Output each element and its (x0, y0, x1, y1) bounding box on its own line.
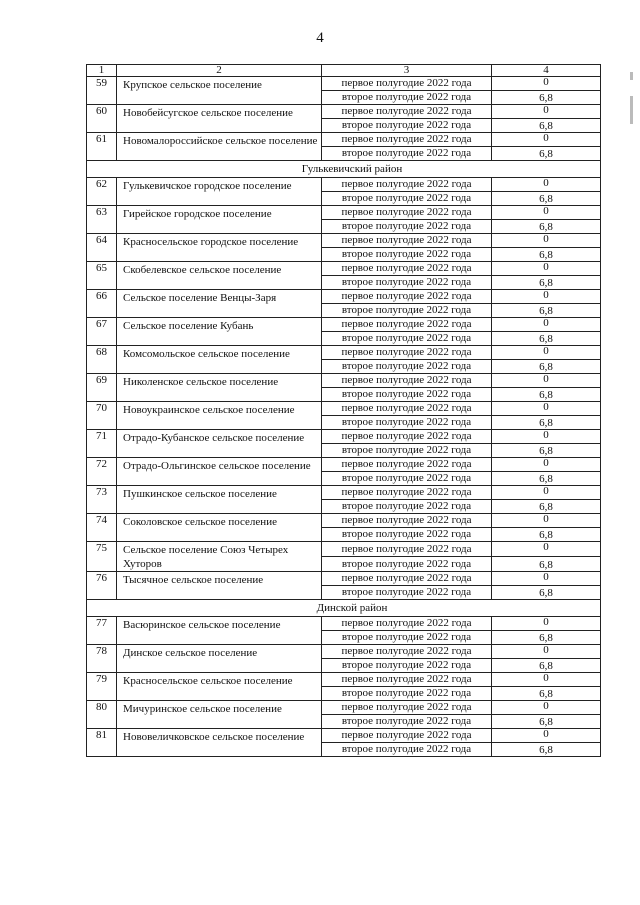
value-cell: 6,8 (492, 743, 601, 757)
value-cell: 6,8 (492, 557, 601, 572)
period-cell: второе полугодие 2022 года (322, 360, 492, 374)
period-cell: второе полугодие 2022 года (322, 631, 492, 645)
table-row (87, 617, 601, 631)
table-row (87, 572, 601, 586)
value-cell: 6,8 (492, 332, 601, 346)
row-number: 70 (87, 402, 117, 430)
scan-edge-mark (630, 72, 633, 80)
table-row (87, 729, 601, 743)
settlement-name: Нововеличковское сельское поселение (117, 729, 322, 757)
row-number: 64 (87, 234, 117, 262)
value-cell: 0 (492, 542, 601, 557)
value-cell: 6,8 (492, 500, 601, 514)
settlement-name: Пушкинское сельское поселение (117, 486, 322, 514)
table-row (87, 673, 601, 687)
period-cell: первое полугодие 2022 года (322, 701, 492, 715)
row-number: 79 (87, 673, 117, 701)
table-row (87, 77, 601, 91)
period-cell: второе полугодие 2022 года (322, 192, 492, 206)
period-cell: первое полугодие 2022 года (322, 374, 492, 388)
table-row (87, 133, 601, 147)
table-row (87, 645, 601, 659)
value-cell: 0 (492, 262, 601, 276)
table-row (87, 701, 601, 715)
settlement-name: Соколовское сельское поселение (117, 514, 322, 542)
value-cell: 6,8 (492, 147, 601, 161)
period-cell: второе полугодие 2022 года (322, 659, 492, 673)
row-number: 73 (87, 486, 117, 514)
period-cell: второе полугодие 2022 года (322, 119, 492, 133)
value-cell: 0 (492, 572, 601, 586)
row-number: 77 (87, 617, 117, 645)
row-number: 80 (87, 701, 117, 729)
period-cell: второе полугодие 2022 года (322, 220, 492, 234)
value-cell: 0 (492, 617, 601, 631)
value-cell: 6,8 (492, 276, 601, 290)
period-cell: второе полугодие 2022 года (322, 557, 492, 572)
period-cell: второе полугодие 2022 года (322, 586, 492, 600)
settlement-name: Красносельское городское поселение (117, 234, 322, 262)
period-cell: второе полугодие 2022 года (322, 388, 492, 402)
value-cell: 0 (492, 318, 601, 332)
header-cell-3: 3 (322, 65, 492, 77)
settlement-name: Отрадо-Кубанское сельское поселение (117, 430, 322, 458)
period-cell: второе полугодие 2022 года (322, 276, 492, 290)
value-cell: 6,8 (492, 472, 601, 486)
row-number: 74 (87, 514, 117, 542)
settlement-name: Гирейское городское поселение (117, 206, 322, 234)
period-cell: первое полугодие 2022 года (322, 729, 492, 743)
period-cell: первое полугодие 2022 года (322, 486, 492, 500)
period-cell: второе полугодие 2022 года (322, 743, 492, 757)
row-number: 60 (87, 105, 117, 133)
table-row (87, 486, 601, 500)
settlement-name: Николенское сельское поселение (117, 374, 322, 402)
value-cell: 0 (492, 346, 601, 360)
table-row (87, 542, 601, 557)
value-cell: 0 (492, 701, 601, 715)
value-cell: 6,8 (492, 388, 601, 402)
settlement-name: Отрадо-Ольгинское сельское поселение (117, 458, 322, 486)
page-number: 4 (316, 30, 324, 46)
row-number: 76 (87, 572, 117, 600)
period-cell: первое полугодие 2022 года (322, 402, 492, 416)
header-cell-1: 1 (87, 65, 117, 77)
period-cell: второе полугодие 2022 года (322, 444, 492, 458)
value-cell: 6,8 (492, 304, 601, 318)
period-cell: первое полугодие 2022 года (322, 77, 492, 91)
period-cell: второе полугодие 2022 года (322, 416, 492, 430)
row-number: 81 (87, 729, 117, 757)
value-cell: 0 (492, 133, 601, 147)
value-cell: 6,8 (492, 687, 601, 701)
table-row (87, 105, 601, 119)
settlement-name: Новоукраинское сельское поселение (117, 402, 322, 430)
period-cell: второе полугодие 2022 года (322, 304, 492, 318)
section-row (87, 161, 601, 178)
period-cell: первое полугодие 2022 года (322, 262, 492, 276)
value-cell: 6,8 (492, 528, 601, 542)
table-row (87, 178, 601, 192)
allocation-table (86, 64, 601, 757)
period-cell: первое полугодие 2022 года (322, 318, 492, 332)
row-number: 65 (87, 262, 117, 290)
period-cell: первое полугодие 2022 года (322, 234, 492, 248)
value-cell: 6,8 (492, 416, 601, 430)
section-title: Динской район (87, 600, 601, 617)
period-cell: первое полугодие 2022 года (322, 458, 492, 472)
settlement-name: Сельское поселение Кубань (117, 318, 322, 346)
table-row (87, 402, 601, 416)
period-cell: первое полугодие 2022 года (322, 645, 492, 659)
period-cell: первое полугодие 2022 года (322, 673, 492, 687)
value-cell: 6,8 (492, 91, 601, 105)
table-row (87, 514, 601, 528)
period-cell: второе полугодие 2022 года (322, 472, 492, 486)
table-row (87, 262, 601, 276)
settlement-name: Крупское сельское поселение (117, 77, 322, 105)
section-row (87, 600, 601, 617)
value-cell: 0 (492, 290, 601, 304)
period-cell: первое полугодие 2022 года (322, 514, 492, 528)
header-row (87, 65, 601, 77)
row-number: 75 (87, 542, 117, 572)
value-cell: 0 (492, 486, 601, 500)
period-cell: первое полугодие 2022 года (322, 430, 492, 444)
settlement-name: Сельское поселение Венцы-Заря (117, 290, 322, 318)
value-cell: 0 (492, 729, 601, 743)
period-cell: второе полугодие 2022 года (322, 147, 492, 161)
table-row (87, 318, 601, 332)
period-cell: второе полугодие 2022 года (322, 91, 492, 105)
settlement-name: Комсомольское сельское поселение (117, 346, 322, 374)
value-cell: 6,8 (492, 192, 601, 206)
settlement-name: Новомалороссийское сельское поселение (117, 133, 322, 161)
period-cell: первое полугодие 2022 года (322, 290, 492, 304)
period-cell: первое полугодие 2022 года (322, 346, 492, 360)
period-cell: первое полугодие 2022 года (322, 133, 492, 147)
row-number: 63 (87, 206, 117, 234)
row-number: 69 (87, 374, 117, 402)
value-cell: 0 (492, 178, 601, 192)
row-number: 66 (87, 290, 117, 318)
table-row (87, 430, 601, 444)
value-cell: 0 (492, 77, 601, 91)
settlement-name: Динское сельское поселение (117, 645, 322, 673)
header-cell-4: 4 (492, 65, 601, 77)
row-number: 61 (87, 133, 117, 161)
value-cell: 0 (492, 458, 601, 472)
settlement-name: Тысячное сельское поселение (117, 572, 322, 600)
row-number: 59 (87, 77, 117, 105)
value-cell: 0 (492, 645, 601, 659)
table-row (87, 458, 601, 472)
row-number: 67 (87, 318, 117, 346)
period-cell: первое полугодие 2022 года (322, 206, 492, 220)
header-cell-2: 2 (117, 65, 322, 77)
row-number: 72 (87, 458, 117, 486)
settlement-name: Новобейсугское сельское поселение (117, 105, 322, 133)
value-cell: 6,8 (492, 220, 601, 234)
value-cell: 6,8 (492, 360, 601, 374)
table-row (87, 290, 601, 304)
value-cell: 6,8 (492, 631, 601, 645)
value-cell: 6,8 (492, 248, 601, 262)
value-cell: 0 (492, 514, 601, 528)
value-cell: 6,8 (492, 444, 601, 458)
period-cell: первое полугодие 2022 года (322, 542, 492, 557)
value-cell: 0 (492, 402, 601, 416)
value-cell: 6,8 (492, 659, 601, 673)
row-number: 68 (87, 346, 117, 374)
value-cell: 6,8 (492, 715, 601, 729)
row-number: 71 (87, 430, 117, 458)
period-cell: второе полугодие 2022 года (322, 528, 492, 542)
table-row (87, 234, 601, 248)
period-cell: второе полугодие 2022 года (322, 248, 492, 262)
scan-edge-mark (630, 96, 633, 124)
period-cell: второе полугодие 2022 года (322, 332, 492, 346)
period-cell: первое полугодие 2022 года (322, 105, 492, 119)
table-row (87, 206, 601, 220)
table-row (87, 374, 601, 388)
settlement-name: Мичуринское сельское поселение (117, 701, 322, 729)
period-cell: первое полугодие 2022 года (322, 178, 492, 192)
value-cell: 6,8 (492, 586, 601, 600)
settlement-name: Гулькевичское городское поселение (117, 178, 322, 206)
table-row (87, 346, 601, 360)
settlement-name: Скобелевское сельское поселение (117, 262, 322, 290)
settlement-name: Сельское поселение Союз Четырех Хуторов (117, 542, 322, 572)
period-cell: второе полугодие 2022 года (322, 687, 492, 701)
period-cell: первое полугодие 2022 года (322, 617, 492, 631)
value-cell: 0 (492, 206, 601, 220)
table-body (87, 65, 601, 757)
value-cell: 0 (492, 430, 601, 444)
value-cell: 6,8 (492, 119, 601, 133)
row-number: 78 (87, 645, 117, 673)
period-cell: второе полугодие 2022 года (322, 500, 492, 514)
value-cell: 0 (492, 234, 601, 248)
value-cell: 0 (492, 374, 601, 388)
period-cell: второе полугодие 2022 года (322, 715, 492, 729)
value-cell: 0 (492, 673, 601, 687)
value-cell: 0 (492, 105, 601, 119)
row-number: 62 (87, 178, 117, 206)
section-title: Гулькевичский район (87, 161, 601, 178)
period-cell: первое полугодие 2022 года (322, 572, 492, 586)
settlement-name: Красносельское сельское поселение (117, 673, 322, 701)
settlement-name: Васюринское сельское поселение (117, 617, 322, 645)
